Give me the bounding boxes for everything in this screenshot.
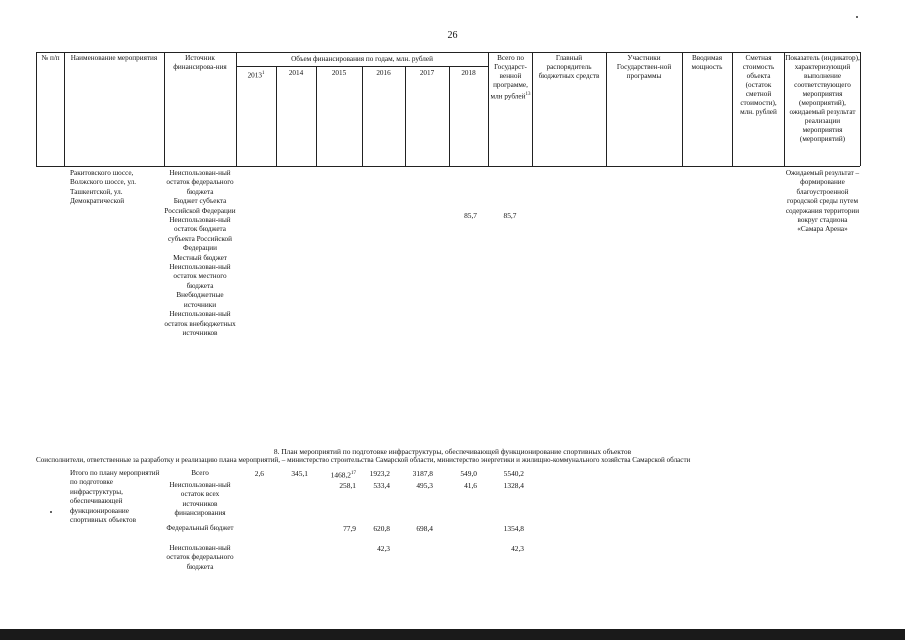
header-top-line <box>36 52 860 53</box>
row2-name: Итого по плану мероприятий по подготовке инфраструктуры, обеспечивающей функционирование спортивных объектов <box>70 469 160 525</box>
row2-2013: 2,6 <box>254 469 264 478</box>
scan-speck <box>856 16 858 18</box>
header-col-total: Всего по Государст-венной программе, млн рублей$^{13}$ <box>490 54 531 101</box>
row1-source: Внебюджетные источники <box>176 291 224 309</box>
row2-total: 5540,2 <box>503 469 524 478</box>
row1-regional-total: 85,7 <box>503 211 517 220</box>
row2-source: Федеральный бюджет <box>166 524 234 532</box>
row2-2015: 1468,2$^{17}$ <box>330 470 356 480</box>
header-col-cost: Сметная стоимость объекта (остаток сметной стоимости), млн. рублей <box>740 54 777 116</box>
grid-line <box>362 66 363 166</box>
grid-line <box>276 66 277 166</box>
row1-source: Неиспользован-ный остаток бюджета субъекта Российской Федерации <box>167 216 232 253</box>
row1-source: Неиспользован-ный остаток федерального бюджета <box>166 169 234 196</box>
grid-line <box>405 66 406 166</box>
row2-2017: 495,3 <box>416 481 433 490</box>
row1-source: Неиспользован-ный остаток местного бюджета <box>169 263 231 290</box>
grid-line <box>36 52 37 166</box>
row1-regional-2018: 85,7 <box>464 211 477 220</box>
header-col-participants: Участники Государствен-ной программы <box>616 54 672 80</box>
row2-2016: 620,8 <box>373 524 390 533</box>
header-col-name: Наименование мероприятия <box>70 54 158 62</box>
grid-line <box>606 52 607 166</box>
row1-source: Местный бюджет <box>173 253 227 262</box>
row1-source: Неиспользован-ный остаток внебюджетных источников <box>164 310 236 337</box>
header-col-funding: Объем финансирования по годам, млн. рублей <box>291 55 433 63</box>
header-col-capacity: Вводимая мощность <box>691 54 723 71</box>
row1-sources <box>164 169 236 338</box>
header-year-2016: 2016 <box>376 69 391 77</box>
row2-source: Неиспользован-ный остаток всех источников финансирования <box>169 481 231 518</box>
header-year-2017: 2017 <box>419 69 435 77</box>
row2-source: Всего <box>191 469 209 477</box>
row2-2018: 549,0 <box>460 469 477 478</box>
row2-2015: 77,9 <box>343 524 356 533</box>
row2-2016: 42,3 <box>377 544 390 553</box>
grid-line <box>860 52 861 166</box>
grid-line <box>316 66 317 166</box>
row2-total: 1328,4 <box>503 481 524 490</box>
page-number: 26 <box>447 30 458 41</box>
header-col-indicator: Показатель (индикатор), характеризующий выполнение соответствующего мероприятия (мероприятий), ожидаемый результат реализации мероприятия (мероприятий) <box>785 54 860 143</box>
row2-2018: 41,6 <box>464 481 477 490</box>
grid-line <box>532 52 533 166</box>
scan-bottom-edge <box>0 629 905 640</box>
section-title: 8. План мероприятий по подготовке инфраструктуры, обеспечивающей функционирование спортивных объектов <box>273 447 632 456</box>
row1-name: Ракитовского шоссе, Волжского шоссе, ул. Ташкентской, ул. Демократической <box>70 169 137 206</box>
header-bottom-line <box>36 166 860 167</box>
header-col-source: Источник финансирова-ния <box>173 54 227 71</box>
row2-2016: 1923,2 <box>369 469 390 478</box>
row1-indicator: Ожидаемый результат – формирование благоустроенной городской среды путем содержания территории вокруг стадиона «Самара Арена» <box>785 169 860 234</box>
header-year-2018: 2018 <box>461 69 476 77</box>
grid-line <box>164 52 165 166</box>
header-year-2014: 2014 <box>288 69 304 77</box>
header-col-no: № п/п <box>41 54 60 62</box>
row2-2017: 698,4 <box>416 524 433 533</box>
header-col-manager: Главный распорядитель бюджетных средств <box>538 54 600 80</box>
grid-line <box>449 66 450 166</box>
row2-source: Неиспользован-ный остаток федерального бюджета <box>166 544 234 571</box>
scan-speck <box>50 511 52 513</box>
header-year-2015: 2015 <box>331 69 347 77</box>
row2-2014: 345,1 <box>291 469 308 478</box>
row2-total: 1354,8 <box>503 524 524 533</box>
row2-total: 42,3 <box>511 544 524 553</box>
row2-2016: 533,4 <box>373 481 390 490</box>
header-year-2013: 2013$^1$ <box>247 71 265 80</box>
row2-2015: 258,1 <box>339 481 356 490</box>
section-coexecutors: Соисполнители, ответственные за разработку и реализацию плана мероприятий, – министерство строительства Самарской области, министерство энергетики и жилищно-коммунального хозяйства Самарской области <box>36 456 691 464</box>
grid-line <box>64 52 65 166</box>
row2-2017: 3187,8 <box>412 469 433 478</box>
row1-source: Бюджет субъекта Российской Федерации <box>164 197 236 215</box>
